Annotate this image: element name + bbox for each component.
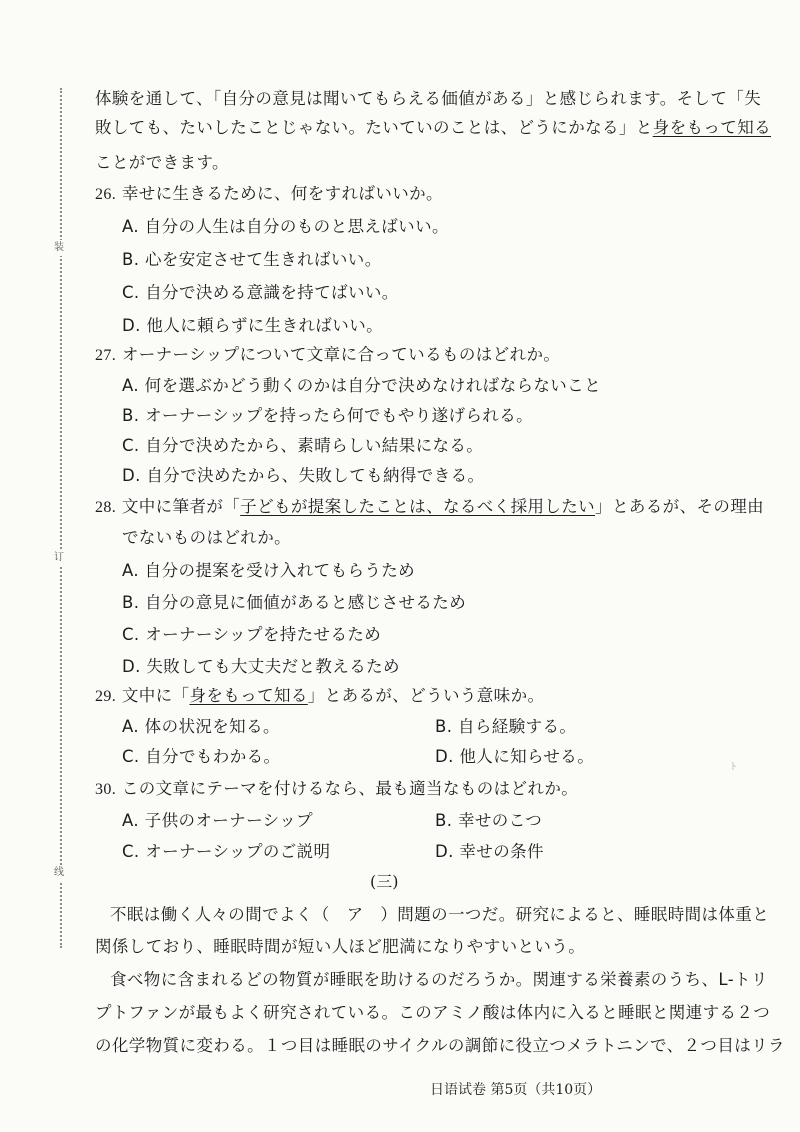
q29-option-d: D. 他人に知らせる。 [435, 747, 595, 766]
q27-option-d: D. 自分で決めたから、失敗しても納得できる。 [122, 466, 485, 485]
q27-option-c: C. 自分で決めたから、素晴らしい結果になる。 [122, 436, 484, 455]
binding-dotted-line [60, 88, 62, 948]
intro-line-3: ことができます。 [95, 153, 229, 172]
underlined-phrase: 身をもって知る [652, 118, 772, 137]
question-number: 29. [95, 688, 117, 705]
question-stem: 幸せに生きるために、何をすればいいか。 [121, 184, 443, 203]
question-30 [95, 778, 578, 801]
binding-char-zhuang: 装 [54, 240, 64, 256]
page-footer: 日语试卷 第5页（共10页） [430, 1082, 602, 1098]
question-number: 26. [95, 186, 117, 203]
question-number: 30. [95, 781, 117, 798]
question-number: 28. [95, 499, 117, 516]
q30-option-a: A. 子供のオーナーシップ [122, 811, 314, 830]
section3-p2-line-2: プトファンが最もよく研究されている。このアミノ酸は体内に入ると睡眠と関連する２つ [95, 1003, 771, 1022]
q29-option-c: C. 自分でもわかる。 [122, 747, 281, 766]
question-28 [95, 496, 764, 519]
intro-line-2 [95, 117, 771, 139]
underlined-phrase: 身をもって知る [189, 686, 308, 705]
binding-char-xian: 线 [54, 865, 64, 881]
question-stem-start: 文中に筆者が「 [121, 497, 241, 516]
q27-option-a: A. 何を選ぶかどう動くのかは自分で決めなければならないこと [122, 376, 601, 395]
stray-mark: ﾄ [731, 762, 736, 773]
q27-option-b: B. オーナーシップを持ったら何でもやり遂げられる。 [122, 406, 534, 425]
section3-p2-line-3: の化学物質に変わる。１つ目は睡眠のサイクルの調節に役立つメラトニンで、２つ目はリラ [95, 1036, 785, 1055]
q26-option-a: A. 自分の人生は自分のものと思えばいい。 [122, 217, 449, 236]
question-number: 27. [95, 347, 117, 364]
section3-p1-line-2: 関係しており、睡眠時間が短い人ほど肥満になりやすいという。 [95, 937, 586, 956]
question-stem-end: 」とあるが、どういう意味か。 [307, 686, 545, 705]
question-27 [95, 344, 560, 367]
q28-option-b: B. 自分の意見に価値があると感じさせるため [122, 593, 467, 612]
underlined-phrase: 子どもが提案したことは、なるべく採用したい [240, 497, 596, 516]
q28-option-d: D. 失敗しても大丈夫だと教えるため [122, 657, 400, 676]
q26-option-d: D. 他人に頼らずに生きればいい。 [122, 316, 383, 335]
q30-option-b: B. 幸せのこつ [435, 811, 543, 830]
q29-option-b: B. 自ら経験する。 [435, 717, 577, 736]
q28-option-a: A. 自分の提案を受け入れてもらうため [122, 561, 416, 580]
question-28-line-2: でないものはどれか。 [122, 528, 291, 547]
question-stem-start: 文中に「 [121, 686, 190, 705]
q30-option-d: D. 幸せの条件 [435, 842, 544, 861]
binding-char-ding: 订 [54, 550, 64, 566]
section3-p1-line-1: 不眠は働く人々の間でよく（ ア ）問題の一つだ。研究によると、睡眠時間は体重と [110, 905, 770, 924]
question-29 [95, 685, 544, 708]
intro-line-2-text: 敗しても、たいしたことじゃない。たいていのことは、どうにかなる」と [95, 118, 653, 137]
question-stem: この文章にテーマを付けるなら、最も適当なものはどれか。 [121, 779, 579, 798]
question-stem: オーナーシップについて文章に合っているものはどれか。 [121, 345, 561, 364]
q26-option-b: B. 心を安定させて生きればいい。 [122, 250, 382, 269]
q26-option-c: C. 自分で決める意識を持てばいい。 [122, 283, 399, 302]
q29-option-a: A. 体の状況を知る。 [122, 717, 280, 736]
question-stem-end: 」とあるが、その理由 [595, 497, 765, 516]
question-26 [95, 183, 443, 206]
section3-p2-line-1: 食べ物に含まれるどの物質が睡眠を助けるのだろうか。関連する栄養素のうち、L-トリ [110, 970, 768, 989]
q28-option-c: C. オーナーシップを持たせるため [122, 625, 382, 644]
intro-line-1: 体験を通して、「自分の意見は聞いてもらえる価値がある」と感じられます。そして「失 [95, 89, 762, 108]
q30-option-c: C. オーナーシップのご説明 [122, 842, 331, 861]
section-title: (三) [370, 872, 399, 891]
